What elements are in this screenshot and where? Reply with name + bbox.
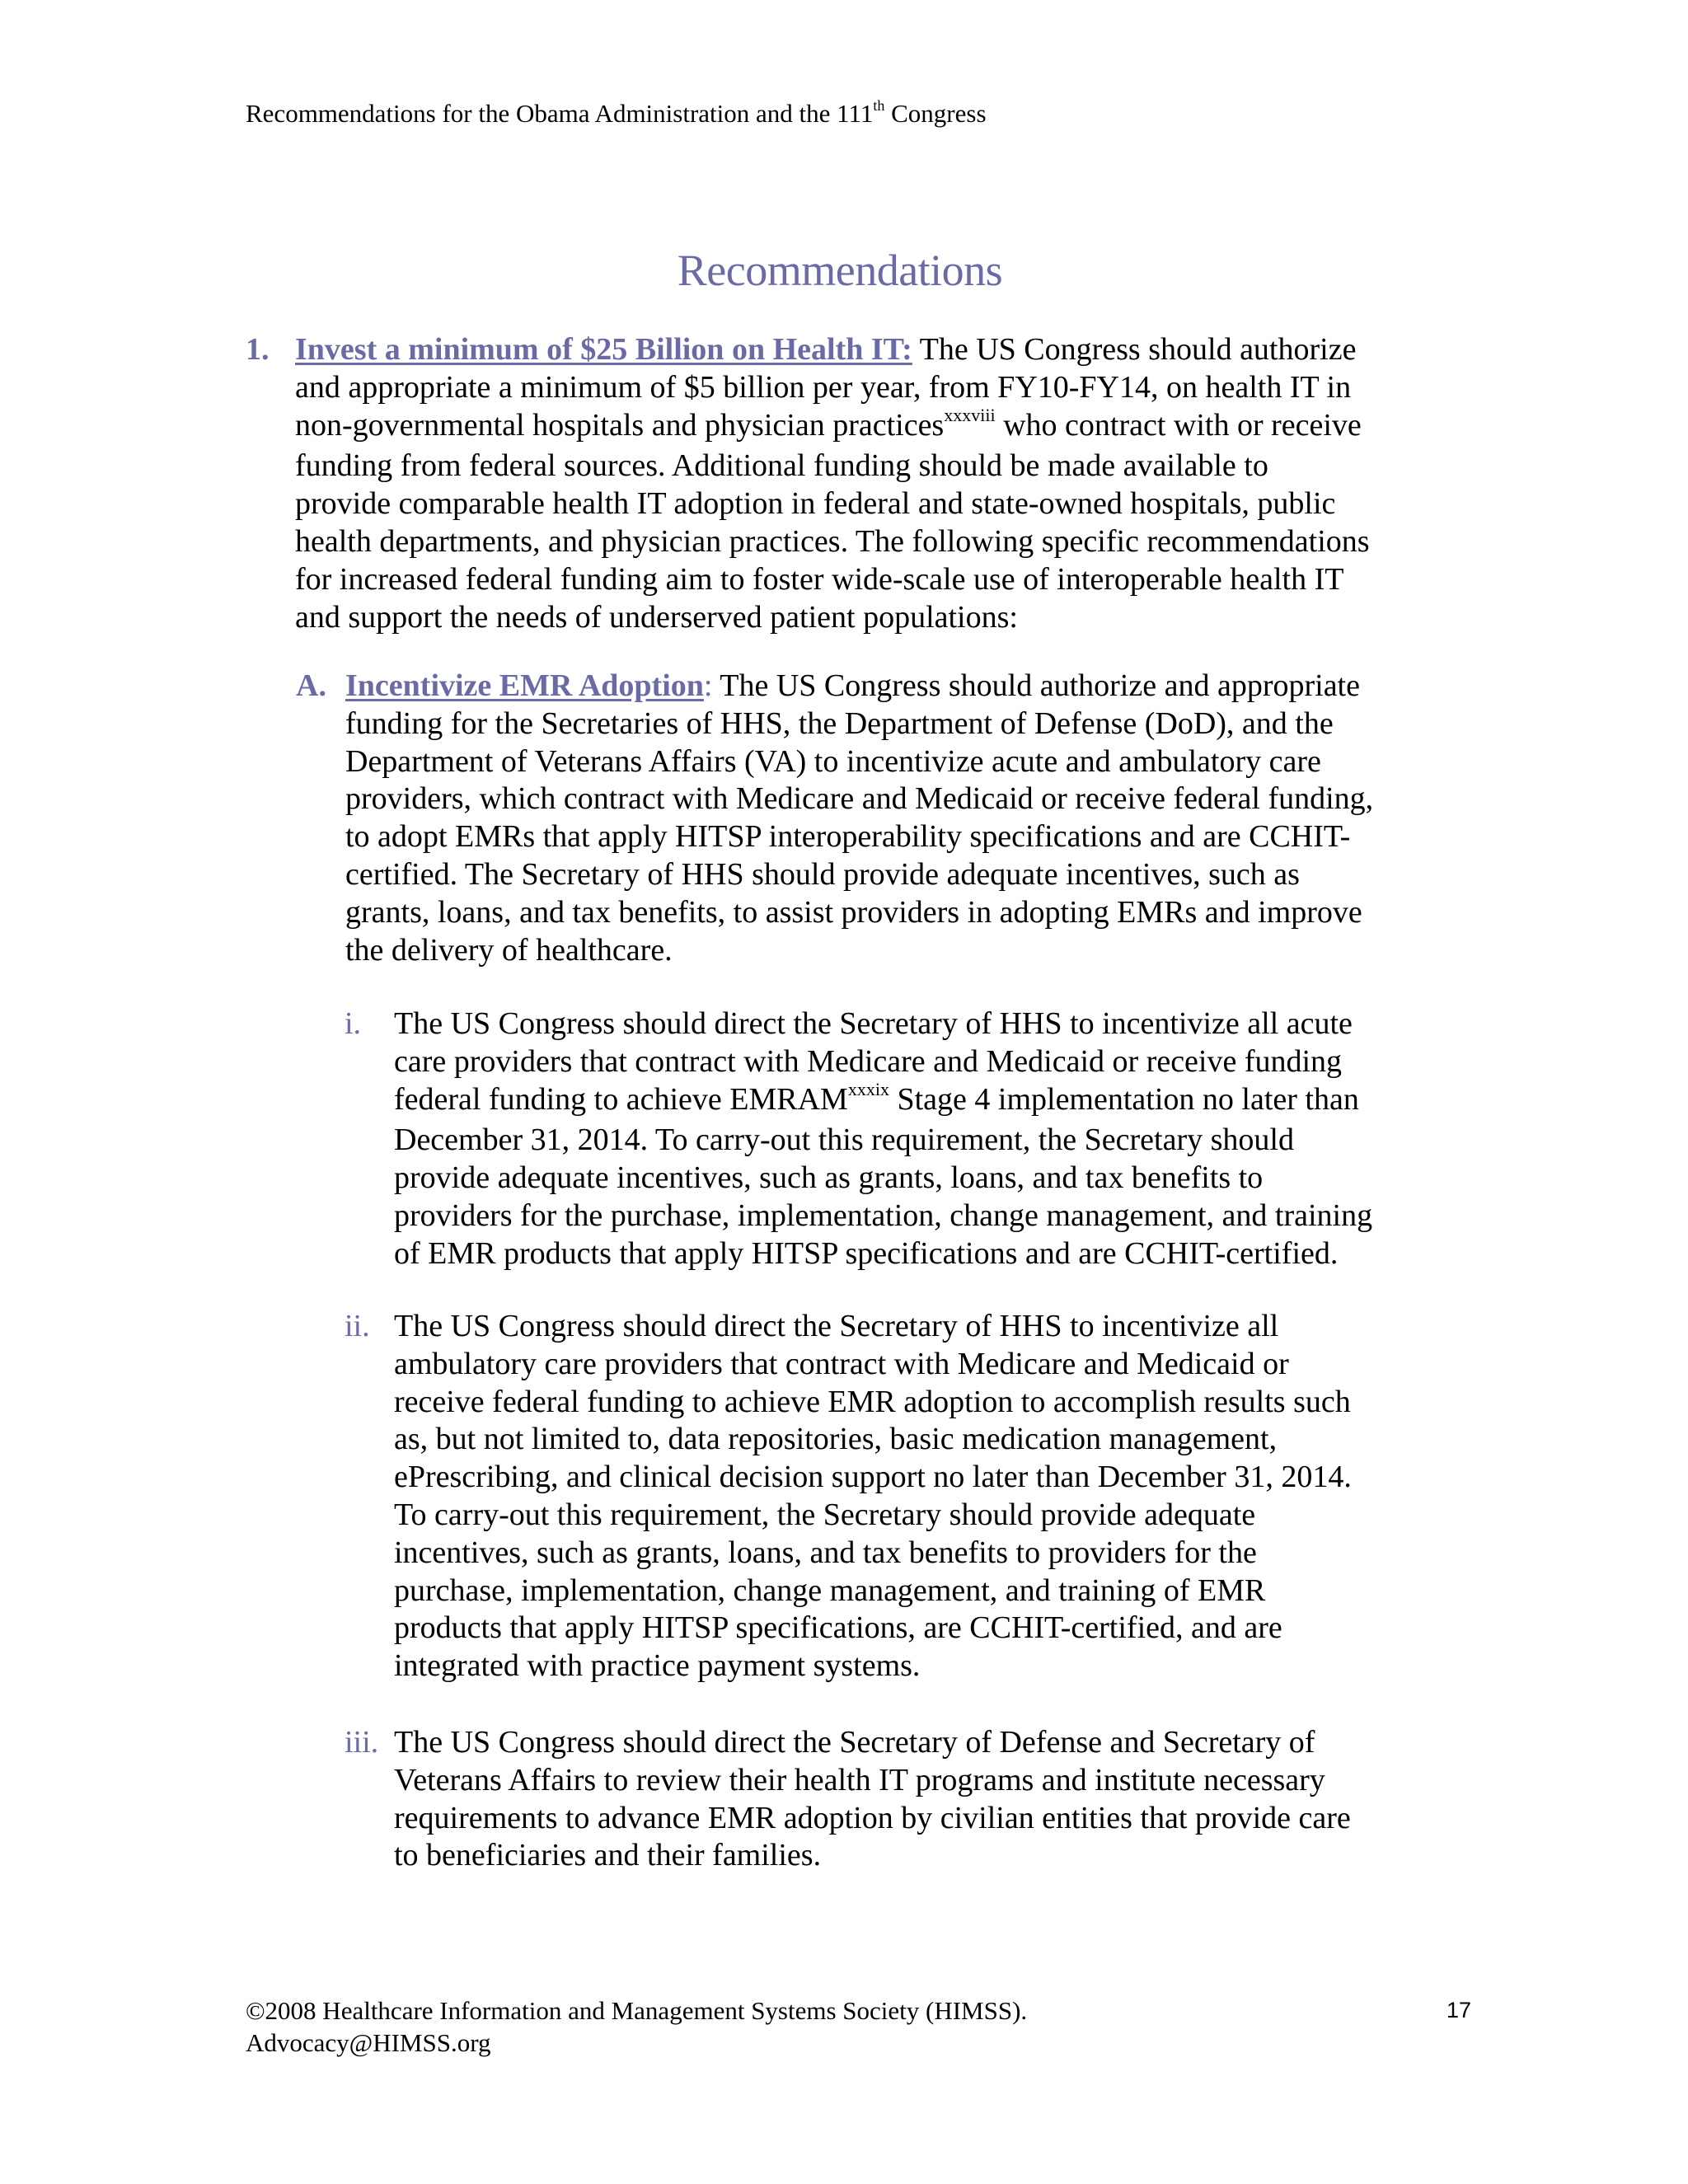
text-line: and support the needs of underserved patient populations:: [295, 599, 1018, 635]
text-line: Department of Veterans Affairs (VA) to incentivize acute and ambulatory care: [345, 743, 1321, 779]
footer-email-link[interactable]: Advocacy@HIMSS.org: [246, 2028, 491, 2057]
text-line: federal funding to achieve EMRAM: [394, 1081, 848, 1117]
text-line: requirements to advance EMR adoption by civilian entities that provide care: [394, 1800, 1351, 1835]
recommendation-1a-text: [296, 668, 1450, 969]
page-title: Recommendations: [677, 246, 1003, 295]
text-line: ePrescribing, and clinical decision support no later than December 31, 2014.: [394, 1460, 1352, 1495]
text-line: providers for the purchase, implementation, change management, and training: [394, 1197, 1373, 1233]
recommendation-1a-i: [345, 1005, 1449, 1273]
text-line: The US Congress should authorize: [912, 332, 1357, 367]
recommendation-1a-iii-text: [345, 1724, 1449, 1875]
list-marker: A.: [296, 668, 326, 703]
text-line: To carry-out this requirement, the Secretary should provide adequate: [394, 1497, 1256, 1532]
text-line: incentives, such as grants, loans, and tax benefits to providers for the: [394, 1535, 1257, 1570]
text-line: providers, which contract with Medicare and Medicaid or receive federal funding,: [345, 781, 1374, 817]
text-line: to beneficiaries and their families.: [394, 1838, 822, 1873]
page-number: 17: [1447, 1998, 1472, 2022]
running-header-text-end: Congress: [884, 99, 987, 128]
text-line: receive federal funding to achieve EMR adoption to accomplish results such: [394, 1384, 1351, 1419]
list-marker: i.: [345, 1006, 362, 1041]
text-line: for increased federal funding aim to foster wide-scale use of interoperable health IT: [295, 561, 1344, 597]
text-line: December 31, 2014. To carry-out this requirement, the Secretary should: [394, 1122, 1294, 1158]
text-line: purchase, implementation, change management, and training of EMR: [394, 1572, 1266, 1608]
text-line: funding for the Secretaries of HHS, the Department of Defense (DoD), and the: [345, 705, 1334, 741]
list-marker: ii.: [345, 1309, 370, 1343]
recommendation-1-heading: Invest a minimum of $25 Billion on Health IT:: [295, 332, 912, 367]
text-line: products that apply HITSP specifications, are CCHIT-certified, and are: [394, 1610, 1282, 1646]
text-line: The US Congress should direct the Secretary of HHS to incentivize all: [394, 1309, 1279, 1343]
text-line: integrated with practice payment systems.: [394, 1648, 921, 1684]
text-line: provide comparable health IT adoption in federal and state-owned hospitals, public: [295, 486, 1336, 522]
list-marker: iii.: [345, 1725, 379, 1760]
text-line: ambulatory care providers that contract with Medicare and Medicaid or: [394, 1346, 1289, 1381]
text-line: the delivery of healthcare.: [345, 932, 673, 968]
text-line: Stage 4 implementation no later than: [889, 1081, 1359, 1117]
text-line: to adopt EMRs that apply HITSP interoperability specifications and are CCHIT-: [345, 819, 1351, 855]
text-line: of EMR products that apply HITSP specifications and are CCHIT-certified.: [394, 1235, 1339, 1271]
footnote-ref: xxxviii: [944, 404, 996, 425]
text-line: The US Congress should direct the Secretary of Defense and Secretary of: [394, 1725, 1315, 1760]
text-line: Veterans Affairs to review their health IT programs and institute necessary: [394, 1762, 1325, 1797]
text-line: who contract with or receive: [995, 407, 1362, 443]
text-line: health departments, and physician practices. The following specific recommendations: [295, 523, 1370, 559]
text-line: grants, loans, and tax benefits, to assist providers in adopting EMRs and improve: [345, 894, 1362, 930]
recommendation-1a-i-text: [345, 1005, 1449, 1273]
text-line: non-governmental hospitals and physician practices: [295, 407, 945, 443]
footer-copyright: ©2008 Healthcare Information and Management Systems Society (HIMSS).: [246, 1996, 1028, 2025]
text-line: The US Congress should authorize and appropriate: [712, 668, 1360, 703]
heading-colon: :: [703, 668, 713, 703]
text-line: as, but not limited to, data repositories, basic medication management,: [394, 1422, 1278, 1457]
text-line: funding from federal sources. Additional funding should be made available to: [295, 448, 1268, 484]
running-header-superscript: th: [873, 97, 885, 114]
text-line: and appropriate a minimum of $5 billion per year, from FY10-FY14, on health IT in: [295, 369, 1352, 405]
text-line: provide adequate incentives, such as grants, loans, and tax benefits to: [394, 1160, 1264, 1196]
text-line: certified. The Secretary of HHS should provide adequate incentives, such as: [345, 856, 1300, 892]
text-line: care providers that contract with Medicare and Medicaid or receive funding: [394, 1043, 1343, 1079]
recommendation-1a: [296, 668, 1450, 969]
footnote-ref: xxxix: [847, 1078, 889, 1099]
page-footer: [246, 1994, 1027, 2059]
recommendation-1-text: [246, 331, 1449, 636]
running-header: [246, 97, 987, 134]
list-marker: 1.: [246, 332, 270, 367]
text-line: The US Congress should direct the Secretary of HHS to incentivize all acute: [394, 1006, 1353, 1041]
recommendation-1a-ii-text: [345, 1308, 1449, 1685]
recommendation-1: [246, 331, 1449, 636]
running-header-text: Recommendations for the Obama Administration and the 111: [246, 99, 874, 128]
recommendation-1a-heading: Incentivize EMR Adoption: [345, 668, 704, 703]
recommendation-1a-iii: [345, 1724, 1449, 1875]
recommendation-1a-ii: [345, 1308, 1449, 1685]
